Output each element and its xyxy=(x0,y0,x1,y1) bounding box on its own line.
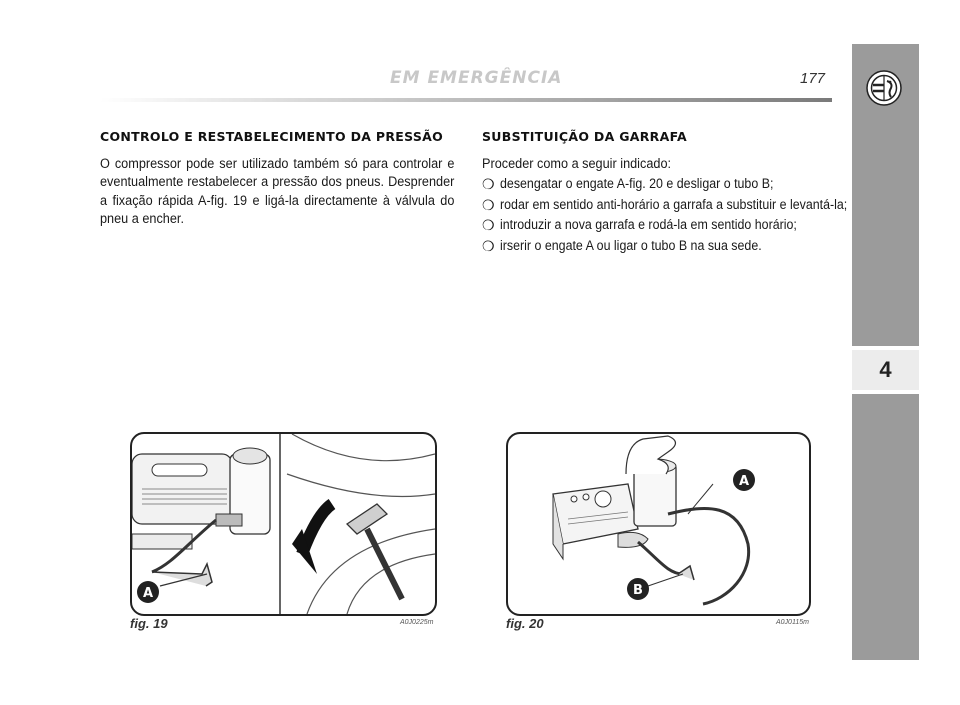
bottle-intro: Proceder como a seguir indicado: xyxy=(482,155,672,171)
page-number: 177 xyxy=(800,70,826,87)
step-text: rodar em sentido anti-horário a garrafa a substituir e levantá-la; xyxy=(500,196,848,212)
steps-list xyxy=(482,175,848,255)
alfa-romeo-badge-icon xyxy=(866,70,902,106)
circle-bullet-icon: ❍ xyxy=(482,217,495,233)
figure-20 xyxy=(506,432,811,616)
list-item xyxy=(482,237,842,256)
header-rule xyxy=(100,98,832,102)
circle-bullet-icon: ❍ xyxy=(482,196,495,213)
left-column xyxy=(100,128,455,229)
fig19-label-a: A xyxy=(142,586,154,601)
list-item xyxy=(482,175,842,194)
fig19-code: A0J0225m xyxy=(400,619,434,626)
bottle-replacement-illustration xyxy=(508,434,809,614)
sidebar-bottom-block xyxy=(852,394,919,660)
section-title: EM EMERGÊNCIA xyxy=(390,68,563,88)
list-item xyxy=(482,196,848,215)
figure-19 xyxy=(130,432,437,616)
fig20-label-a: A xyxy=(738,474,750,489)
circle-bullet-icon: ❍ xyxy=(482,237,495,254)
pressure-paragraph: O compressor pode ser utilizado também só para controlar e eventualmente restabelecer a pressão dos pneus. Desprender a fixação rápida A-fig. 19 e ligá-la directamente à válvula do pneu a encher. xyxy=(100,155,455,226)
chapter-tab[interactable]: 4 xyxy=(852,350,919,390)
compressor-valve-illustration xyxy=(132,434,435,614)
fig20-code: A0J0115m xyxy=(776,619,809,626)
pressure-section-heading: CONTROLO E RESTABELECIMENTO DA PRESSÃO xyxy=(100,129,444,144)
right-column xyxy=(482,128,848,255)
step-text: introduzir a nova garrafa e rodá-la em sentido horário; xyxy=(500,217,797,232)
step-text: desengatar o engate A-fig. 20 e desligar o tubo B; xyxy=(500,176,774,191)
fig20-caption: fig. 20 xyxy=(506,616,544,631)
fig20-label-b: B xyxy=(633,583,643,598)
fig19-caption: fig. 19 xyxy=(130,616,168,631)
circle-bullet-icon: ❍ xyxy=(482,176,495,192)
bottle-section-heading: SUBSTITUIÇÃO DA GARRAFA xyxy=(482,129,687,144)
list-item xyxy=(482,216,842,235)
step-text: irserir o engate A ou ligar o tubo B na sua sede. xyxy=(500,237,762,253)
